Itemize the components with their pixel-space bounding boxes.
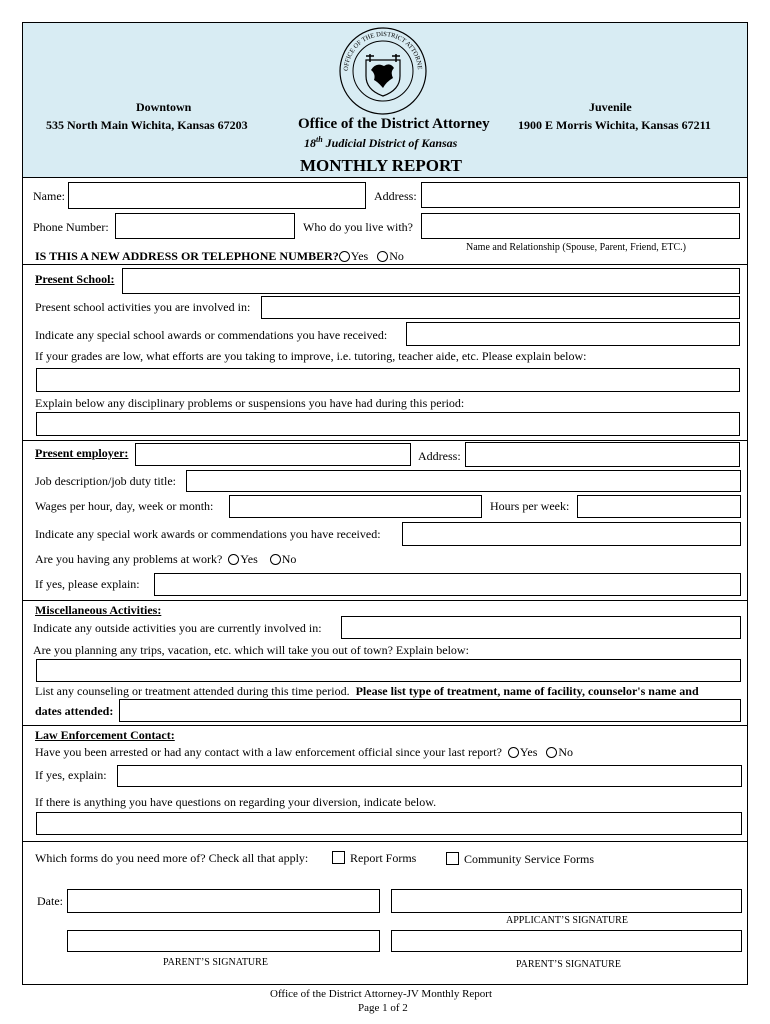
work-explain-field[interactable] xyxy=(154,573,741,596)
phone-label: Phone Number: xyxy=(33,220,109,234)
misc-heading: Miscellaneous Activities: xyxy=(35,603,162,617)
new-address-question-text: IS THIS A NEW ADDRESS OR TELEPHONE NUMBER? xyxy=(35,249,339,263)
community-forms-label: Community Service Forms xyxy=(464,852,594,866)
name-label: Name: xyxy=(33,189,65,203)
district-subtitle xyxy=(304,135,457,151)
misc-divider xyxy=(22,725,748,726)
grades-label: If your grades are low, what efforts are you taking to improve, i.e. tutoring, teacher aide, etc. Please explain below: xyxy=(35,349,587,363)
outside-activities-field[interactable] xyxy=(341,616,741,639)
work-problems-text: Are you having any problems at work? xyxy=(35,552,223,566)
work-explain-label: If yes, please explain: xyxy=(35,577,140,591)
arrested-yes-radio[interactable] xyxy=(508,747,519,758)
school-activities-field[interactable] xyxy=(261,296,740,319)
school-awards-field[interactable] xyxy=(406,322,740,346)
arrested-no-radio[interactable] xyxy=(546,747,557,758)
arrested-yes-label: Yes xyxy=(519,745,538,759)
applicant-signature-field[interactable] xyxy=(391,889,742,913)
work-problems-no-radio[interactable] xyxy=(270,554,281,565)
wages-field[interactable] xyxy=(229,495,482,518)
district-number: 18 xyxy=(304,136,316,150)
report-forms-label: Report Forms xyxy=(350,851,417,865)
arrested-question xyxy=(35,745,573,760)
questions-label: If there is anything you have questions on regarding your diversion, indicate below. xyxy=(35,795,437,809)
district-name: Judicial District of Kansas xyxy=(322,136,458,150)
downtown-address: 535 North Main Wichita, Kansas 67203 xyxy=(46,118,248,132)
forms-question: Which forms do you need more of? Check all that apply: xyxy=(35,851,309,865)
office-title: Office of the District Attorney xyxy=(298,116,490,132)
arrested-text: Have you been arrested or had any contact with a law enforcement official since your last report? xyxy=(35,745,502,759)
juvenile-title: Juvenile xyxy=(589,100,632,114)
name-field[interactable] xyxy=(68,182,366,209)
new-address-no-radio[interactable] xyxy=(377,251,388,262)
employment-divider xyxy=(22,600,748,601)
employer-label: Present employer: xyxy=(35,446,129,460)
new-address-question xyxy=(35,249,404,264)
questions-field[interactable] xyxy=(36,812,742,835)
juvenile-address: 1900 E Morris Wichita, Kansas 67211 xyxy=(518,118,711,132)
community-forms-checkbox[interactable] xyxy=(446,852,459,865)
live-with-label: Who do you live with? xyxy=(303,220,413,234)
address-field[interactable] xyxy=(421,182,740,208)
work-awards-field[interactable] xyxy=(402,522,741,546)
job-title-label: Job description/job duty title: xyxy=(35,474,176,488)
grades-field[interactable] xyxy=(36,368,740,392)
present-school-field[interactable] xyxy=(122,268,740,294)
school-activities-label: Present school activities you are involved in: xyxy=(35,300,251,314)
applicant-signature-label: APPLICANT’S SIGNATURE xyxy=(506,915,628,926)
law-heading: Law Enforcement Contact: xyxy=(35,728,175,742)
downtown-title: Downtown xyxy=(136,100,192,114)
header-divider xyxy=(22,177,748,178)
wages-label: Wages per hour, day, week or month: xyxy=(35,499,214,513)
counseling-field[interactable] xyxy=(119,699,741,722)
counseling-label xyxy=(35,684,699,699)
work-problems-question xyxy=(35,552,296,567)
arrested-no-label: No xyxy=(558,745,574,759)
district-suffix-sup: th xyxy=(316,135,323,144)
report-forms-checkbox[interactable] xyxy=(332,851,345,864)
district-attorney-seal xyxy=(338,26,428,116)
work-problems-no-label: No xyxy=(281,552,297,566)
employer-field[interactable] xyxy=(135,443,411,466)
employer-address-field[interactable] xyxy=(465,442,740,467)
new-address-no-label: No xyxy=(389,249,404,263)
work-awards-label: Indicate any special work awards or commendations you have received: xyxy=(35,527,381,541)
law-explain-field[interactable] xyxy=(117,765,742,787)
new-address-yes-radio[interactable] xyxy=(339,251,350,262)
address-label: Address: xyxy=(374,189,417,203)
svg-text:OFFICE OF THE DISTRICT ATTORNE: OFFICE OF THE DISTRICT ATTORNE xyxy=(342,30,424,72)
phone-field[interactable] xyxy=(115,213,295,239)
outside-activities-label: Indicate any outside activities you are currently involved in: xyxy=(33,621,322,635)
law-divider xyxy=(22,841,748,842)
report-title: MONTHLY REPORT xyxy=(300,156,463,175)
disciplinary-field[interactable] xyxy=(36,412,740,436)
disciplinary-label: Explain below any disciplinary problems or suspensions you have had during this period: xyxy=(35,396,465,410)
footer-page-number: Page 1 of 2 xyxy=(358,1002,408,1014)
job-title-field[interactable] xyxy=(186,470,741,492)
hours-field[interactable] xyxy=(577,495,741,518)
present-school-label: Present School: xyxy=(35,272,115,286)
footer-line-1: Office of the District Attorney-JV Monthly Report xyxy=(270,988,493,1000)
school-awards-label: Indicate any special school awards or commendations you have received: xyxy=(35,328,388,342)
law-explain-label: If yes, explain: xyxy=(35,768,107,782)
personal-divider xyxy=(22,264,748,265)
dates-attended-label: dates attended: xyxy=(35,704,114,718)
work-problems-yes-radio[interactable] xyxy=(228,554,239,565)
live-with-field[interactable] xyxy=(421,213,740,239)
date-field[interactable] xyxy=(67,889,380,913)
date-label: Date: xyxy=(37,894,63,908)
hours-label: Hours per week: xyxy=(490,499,570,513)
parent-signature-right-label: PARENT’S SIGNATURE xyxy=(516,959,621,970)
counseling-bold-text: Please list type of treatment, name of facility, counselor's name and xyxy=(355,684,699,698)
relationship-note: Name and Relationship (Spouse, Parent, Friend, ETC.) xyxy=(466,242,686,253)
new-address-yes-label: Yes xyxy=(350,249,369,263)
parent-signature-left-field[interactable] xyxy=(67,930,380,952)
parent-signature-right-field[interactable] xyxy=(391,930,742,952)
work-problems-yes-label: Yes xyxy=(240,552,258,566)
parent-signature-left-label: PARENT’S SIGNATURE xyxy=(163,957,268,968)
school-divider xyxy=(22,440,748,441)
employer-address-label: Address: xyxy=(418,449,461,463)
trips-field[interactable] xyxy=(36,659,741,682)
trips-label: Are you planning any trips, vacation, etc. which will take you out of town? Explain below: xyxy=(33,643,469,657)
counseling-text: List any counseling or treatment attended during this time period. xyxy=(35,684,350,698)
